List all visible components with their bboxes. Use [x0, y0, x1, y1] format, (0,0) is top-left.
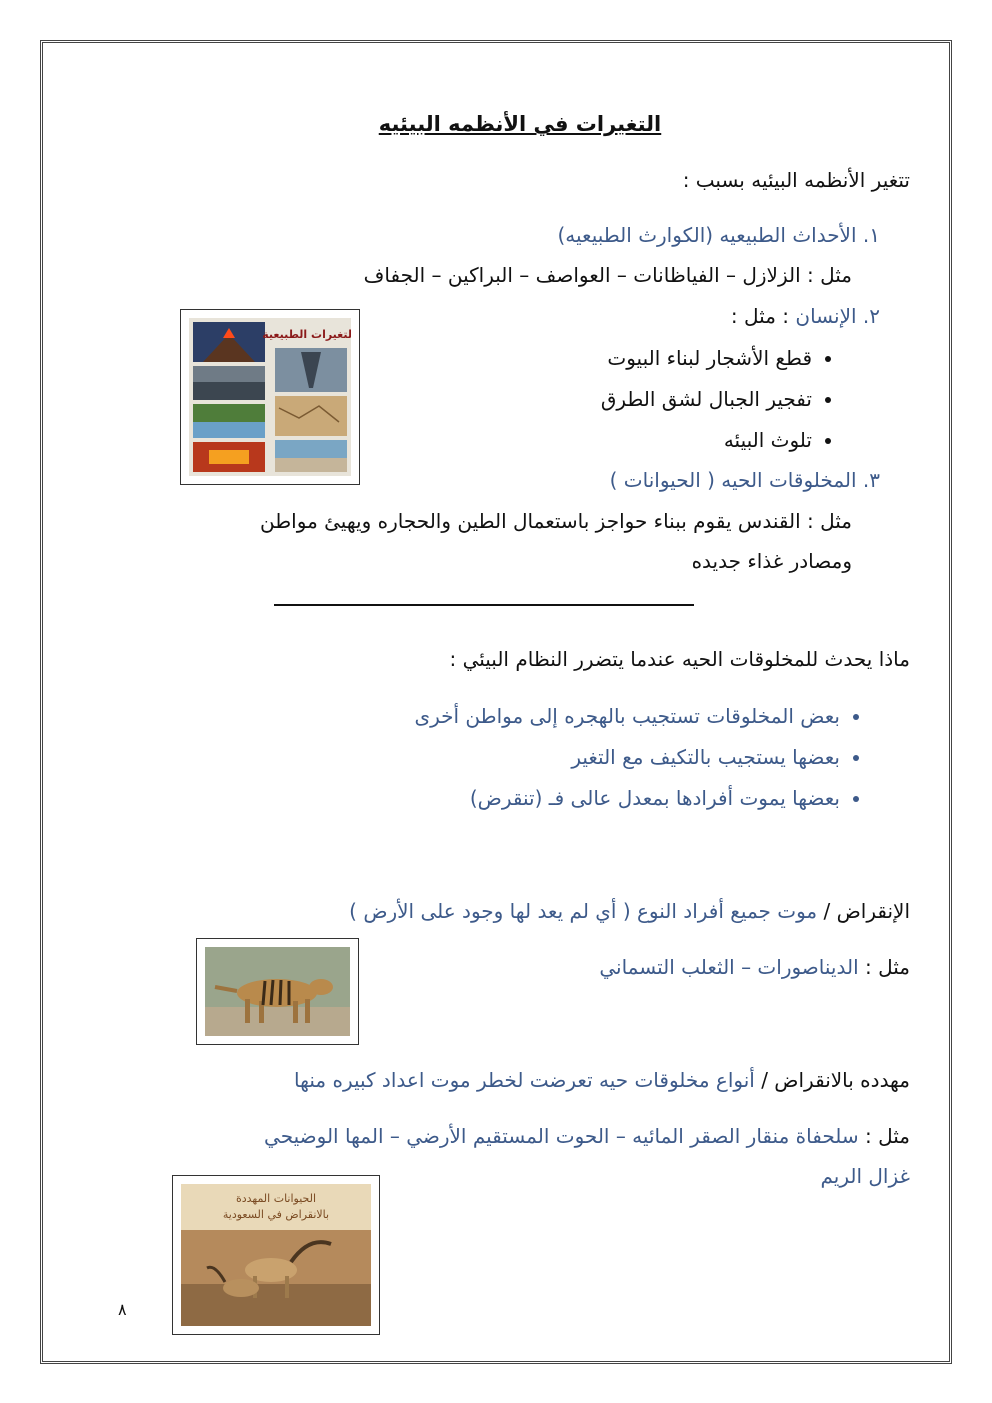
- list-item: • بعض المخلوقات تستجيب بالهجره إلى مواطن أخرى: [414, 696, 840, 737]
- list-item: • تلوث البيئه: [601, 420, 812, 461]
- page-number: ٨: [118, 1300, 127, 1319]
- example-lead: مثل :: [865, 955, 910, 979]
- answers-list: [414, 696, 862, 819]
- natural-disasters-image: [180, 309, 360, 485]
- cause-2-suffix: : مثل :: [730, 304, 790, 328]
- section-divider: [274, 604, 694, 606]
- cause-1-example: [364, 263, 852, 287]
- cause-1: [558, 223, 881, 247]
- cause-2-label: الإنسان: [795, 304, 857, 328]
- cause-2-list: [601, 338, 834, 461]
- extinction-def: موت جميع أفراد النوع ( أي لم يعد لها وجود على الأرض ): [349, 899, 818, 923]
- image3-caption-line2: بالانقراض في السعودية: [222, 1208, 330, 1221]
- cause-1-label: الأحداث الطبيعيه (الكوارث الطبيعيه): [557, 223, 857, 247]
- cause-3-example-line2: ومصادر غذاء جديده: [691, 549, 852, 573]
- example-lead: مثل :: [807, 263, 852, 287]
- cause-3: [610, 468, 880, 492]
- image1-caption: التغيرات الطبيعية: [262, 328, 351, 341]
- page-title: التغيرات في الأنظمه البيئيه: [378, 112, 662, 136]
- endangered-example: [264, 1124, 910, 1148]
- cause-3-label: المخلوقات الحيه ( الحيوانات ): [609, 468, 857, 492]
- cause-2-number: ٢.: [862, 304, 880, 328]
- endangered-definition: [294, 1068, 910, 1092]
- intro-text: تتغير الأنظمه البيئيه بسبب :: [682, 168, 910, 192]
- example-text: سلحفاة منقار الصقر المائيه – الحوت المستقيم الأرضي – المها الوضيحي: [264, 1124, 859, 1148]
- cause-3-example-line1: مثل : القندس يقوم ببناء حواجز باستعمال الطين والحجاره ويهيئ مواطن: [260, 509, 852, 533]
- image3-caption-line1: الحيوانات المهددة: [235, 1192, 317, 1205]
- endangered-animals-image: [172, 1175, 380, 1335]
- extinction-term: الإنقراض /: [823, 899, 910, 923]
- endangered-example-line2: غزال الريم: [820, 1164, 910, 1188]
- cause-2: [731, 304, 880, 328]
- cause-3-number: ٣.: [862, 468, 880, 492]
- list-item: • بعضها يموت أفرادها بمعدل عالى فـ (تنقرض): [414, 778, 840, 819]
- list-item: • بعضها يستجيب بالتكيف مع التغير: [414, 737, 840, 778]
- example-text: الزلازل – الفياظانات – العواصف – البراكين – الجفاف: [363, 263, 801, 287]
- tasmanian-tiger-image: [196, 938, 359, 1045]
- example-lead: مثل :: [865, 1124, 910, 1148]
- list-item: • تفجير الجبال لشق الطرق: [601, 379, 812, 420]
- endangered-def: أنواع مخلوقات حيه تعرضت لخطر موت اعداد كبيره منها: [294, 1068, 755, 1092]
- endangered-term: مهدده بالانقراض /: [761, 1068, 910, 1092]
- extinction-example: [599, 955, 910, 979]
- extinction-definition: [349, 899, 910, 923]
- cause-1-number: ١.: [862, 223, 880, 247]
- list-item: • قطع الأشجار لبناء البيوت: [601, 338, 812, 379]
- example-text: الديناصورات – الثعلب التسماني: [599, 955, 859, 979]
- question-text: ماذا يحدث للمخلوقات الحيه عندما يتضرر النظام البيئي :: [449, 647, 910, 671]
